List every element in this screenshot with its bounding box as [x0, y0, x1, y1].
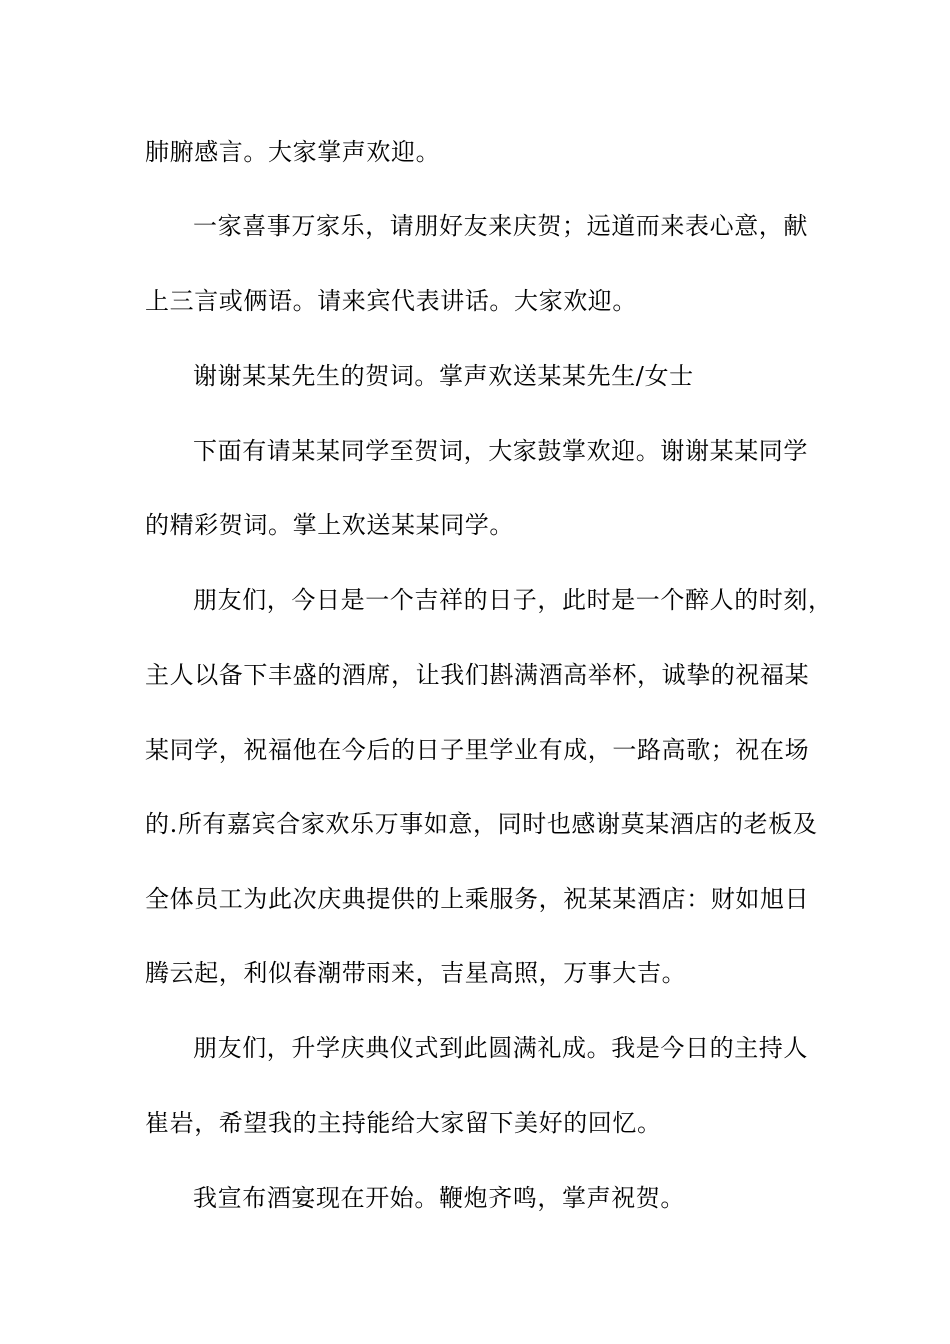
text-line: 谢谢某某先生的贺词。掌声欢送某某先生/女士: [193, 362, 694, 390]
text-line: 的精彩贺词。掌上欢送某某同学。: [145, 511, 514, 539]
text-line: 腾云起，利似春潮带雨来，吉星高照，万事大吉。: [145, 959, 687, 987]
text-line: 主人以备下丰盛的酒席，让我们斟满酒高举杯，诚挚的祝福某: [145, 661, 810, 689]
text-line: 朋友们，升学庆典仪式到此圆满礼成。我是今日的主持人: [193, 1034, 808, 1062]
text-line: 的.所有嘉宾合家欢乐万事如意，同时也感谢莫某酒店的老板及: [145, 810, 818, 838]
text-line: 下面有请某某同学至贺词，大家鼓掌欢迎。谢谢某某同学: [193, 437, 808, 465]
text-line: 朋友们，今日是一个吉祥的日子，此时是一个醉人的时刻，: [193, 586, 833, 614]
text-line: 全体员工为此次庆典提供的上乘服务，祝某某酒店：财如旭日: [145, 885, 810, 913]
text-line: 一家喜事万家乐，请朋好友来庆贺；远道而来表心意，献: [193, 212, 808, 240]
text-line: 某同学，祝福他在今后的日子里学业有成，一路高歌；祝在场: [145, 736, 810, 764]
text-line: 上三言或俩语。请来宾代表讲话。大家欢迎。: [145, 287, 637, 315]
text-line: 我宣布酒宴现在开始。鞭炮齐鸣，掌声祝贺。: [193, 1184, 685, 1212]
text-line: 肺腑感言。大家掌声欢迎。: [145, 138, 441, 166]
text-line: 崔岩，希望我的主持能给大家留下美好的回忆。: [145, 1109, 662, 1137]
